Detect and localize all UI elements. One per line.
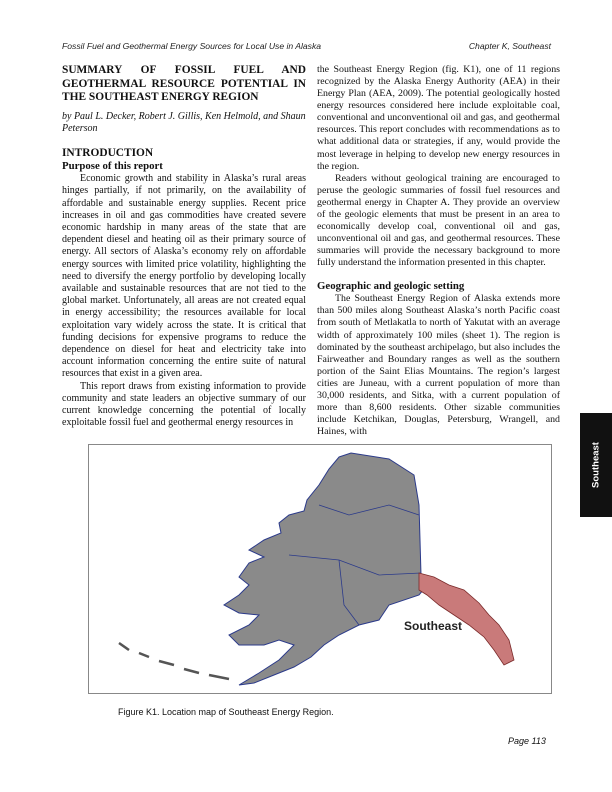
paragraph: Economic growth and stability in Alaska’s rural areas hinges partially, if not primarily, on the availability of affordable and sustainable energy supplies. Recent price increases in oil and gas commodities have created severe economic hardship in many areas of the state that are dependent diesel and heating oil as their primary source of energy. All sectors of Alaska’s economy rely on affordable energy sources with limited price volatility, highlighting the need to diversify the energy portfolio by developing locally available and sustainable resources that are not tied to the global market. Unfortunately, all areas are not created equal in energy accessibility; the resources available for local exploitation vary widely across the state. It is critical that funding decisions for expensive programs to reduce the dependence on diesel for heat and electricity take into account information concerning the entire suite of natural resources that exist in a given area. [62, 173, 306, 380]
side-tab-label: Southeast [590, 442, 602, 488]
page-number: Page 113 [508, 736, 546, 746]
alaska-map [89, 445, 551, 693]
figure-caption: Figure K1. Location map of Southeast Energy Region. [118, 707, 334, 717]
subheading-purpose: Purpose of this report [62, 160, 163, 173]
paragraph: This report draws from existing information to provide community and state leaders an objective summary of our current knowledge concerning the potential of locally exploitable fossil fuel and geothermal energy resources in [62, 380, 306, 429]
authors: by Paul L. Decker, Robert J. Gillis, Ken Helmold, and Shaun Peterson [62, 110, 306, 134]
paragraph: The Southeast Energy Region of Alaska extends more than 500 miles along Southeast Alaska’s north Pacific coast from south of Metlakatla to north of Yakutat with an average width of approximately 100 miles (sheet 1). The region is dominated by the southeast archipelago, but also includes the Fairweather and Boundary ranges as well as the southern portion of the Saint Elias Mountains. The region’s largest cities are Juneau, with a current population of more than 30,000 residents, and Sitka, with a current population of more than 8,600 residents. Other sizable communities include Ketchikan, Douglas, Petersburg, Wrangell, and Haines, with [317, 293, 560, 438]
aleutian-islands [119, 643, 229, 679]
subheading-setting: Geographic and geologic setting [317, 280, 465, 293]
location-map-figure [88, 444, 552, 694]
article-title: SUMMARY OF FOSSIL FUEL AND GEOTHERMAL RESOURCE POTENTIAL IN THE SOUTHEAST ENERGY REGION [62, 64, 306, 104]
alaska-mainland [224, 453, 429, 685]
running-header-chapter: Chapter K, Southeast [468, 41, 551, 51]
map-label-southeast: Southeast [404, 619, 463, 633]
paragraph: Readers without geological training are encouraged to peruse the geologic summaries of fossil fuel resources and geothermal energy in Chapter A. They provide an overview of the geologic elements that must be present in an area to economically develop coal, conventional oil and gas, unconventional oil and gas, and geothermal resources. These summaries will provide the necessary background to more fully understand the information presented in this chapter. [317, 172, 560, 269]
section-side-tab [580, 413, 612, 517]
right-column [317, 64, 560, 438]
section-heading-introduction: INTRODUCTION [62, 147, 154, 160]
running-header-title: Fossil Fuel and Geothermal Energy Sources for Local Use in Alaska [62, 41, 322, 51]
paragraph-continued: the Southeast Energy Region (fig. K1), one of 11 regions recognized by the Alaska Energy Authority (AEA) in their Energy Plan (AEA, 2009). The potential geologically hosted energy resources considered here include exploitable coal, conventional and unconventional oil and gas, and geothermal resources. This report concludes with recommendations as to what additional data or strategies, if any, would provide the most leverage in helping to develop new energy resources in the region. [317, 64, 560, 172]
left-column [62, 64, 306, 429]
